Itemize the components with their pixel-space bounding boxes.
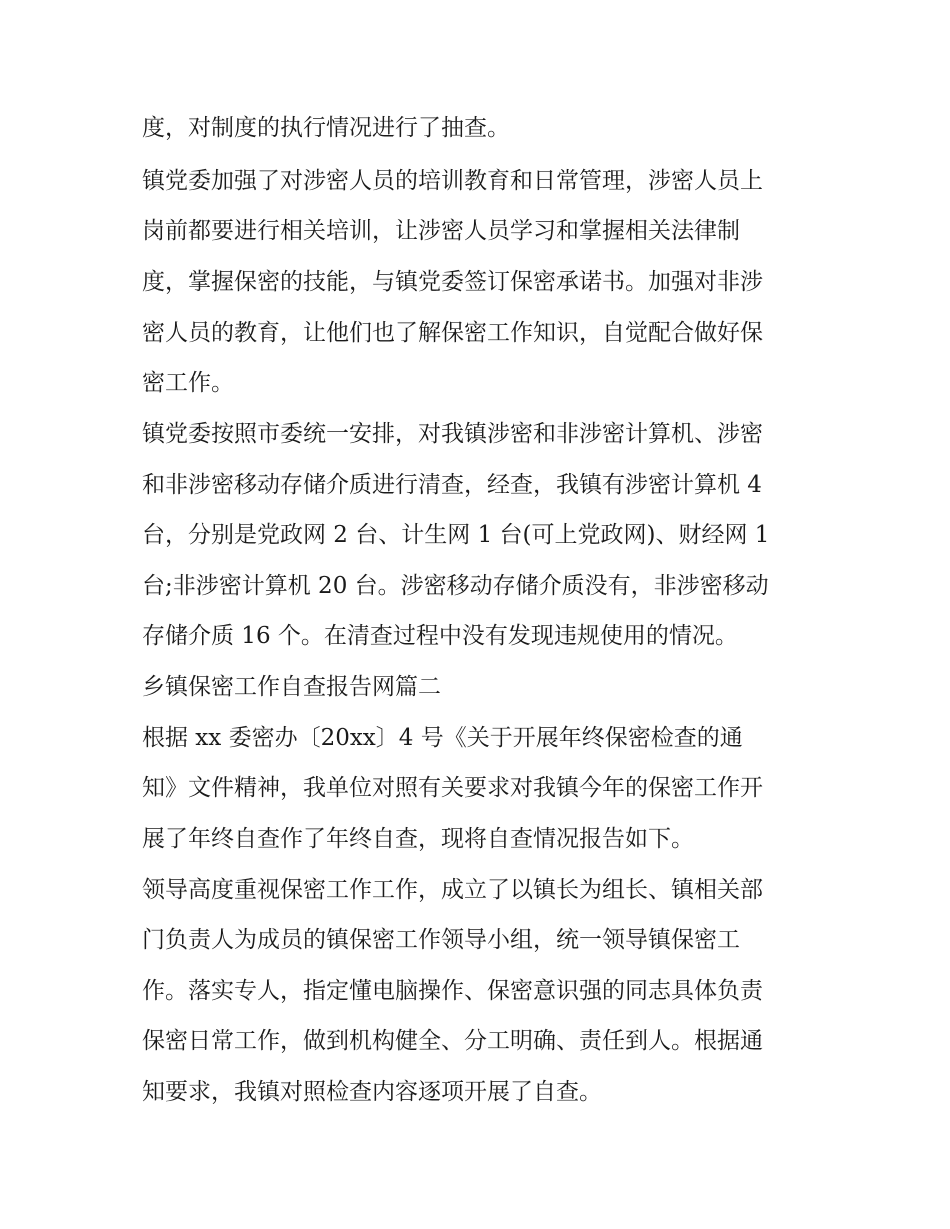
text-line: 度，对制度的执行情况进行了抽查。 <box>142 115 510 141</box>
text-line: 存储介质 16 个。在清查过程中没有发现违规使用的情况。 <box>142 623 738 649</box>
text-line: 门负责人为成员的镇保密工作领导小组，统一领导镇保密工 <box>142 927 740 953</box>
text-line: 根据 xx 委密办〔20xx〕4 号《关于开展年终保密检查的通 <box>142 725 743 751</box>
text-line: 度，掌握保密的技能，与镇党委签订保密承诺书。加强对非涉 <box>142 269 763 295</box>
text-line: 台，分别是党政网 2 台、计生网 1 台(可上党政网)、财经网 1 <box>142 522 770 548</box>
text-line: 密人员的教育，让他们也了解保密工作知识，自觉配合做好保 <box>142 320 763 346</box>
text-line: 知要求，我镇对照检查内容逐项开展了自查。 <box>142 1079 602 1105</box>
text-line: 密工作。 <box>142 370 234 396</box>
section-heading: 乡镇保密工作自查报告网篇二 <box>142 674 441 700</box>
text-line: 领导高度重视保密工作工作，成立了以镇长为组长、镇相关部 <box>142 877 763 903</box>
text-line: 保密日常工作，做到机构健全、分工明确、责任到人。根据通 <box>142 1028 763 1054</box>
text-line: 作。落实专人，指定懂电脑操作、保密意识强的同志具体负责 <box>142 978 763 1004</box>
text-line: 和非涉密移动存储介质进行清查，经查，我镇有涉密计算机 4 <box>142 472 762 498</box>
text-line: 展了年终自查作了年终自查，现将自查情况报告如下。 <box>142 826 694 852</box>
text-line: 镇党委按照市委统一安排，对我镇涉密和非涉密计算机、涉密 <box>142 421 763 447</box>
text-line: 知》文件精神，我单位对照有关要求对我镇今年的保密工作开 <box>142 775 763 801</box>
text-line: 台;非涉密计算机 20 台。涉密移动存储介质没有，非涉密移动 <box>142 573 769 599</box>
text-line: 岗前都要进行相关培训，让涉密人员学习和掌握相关法律制 <box>142 218 740 244</box>
text-line: 镇党委加强了对涉密人员的培训教育和日常管理，涉密人员上 <box>142 168 763 194</box>
